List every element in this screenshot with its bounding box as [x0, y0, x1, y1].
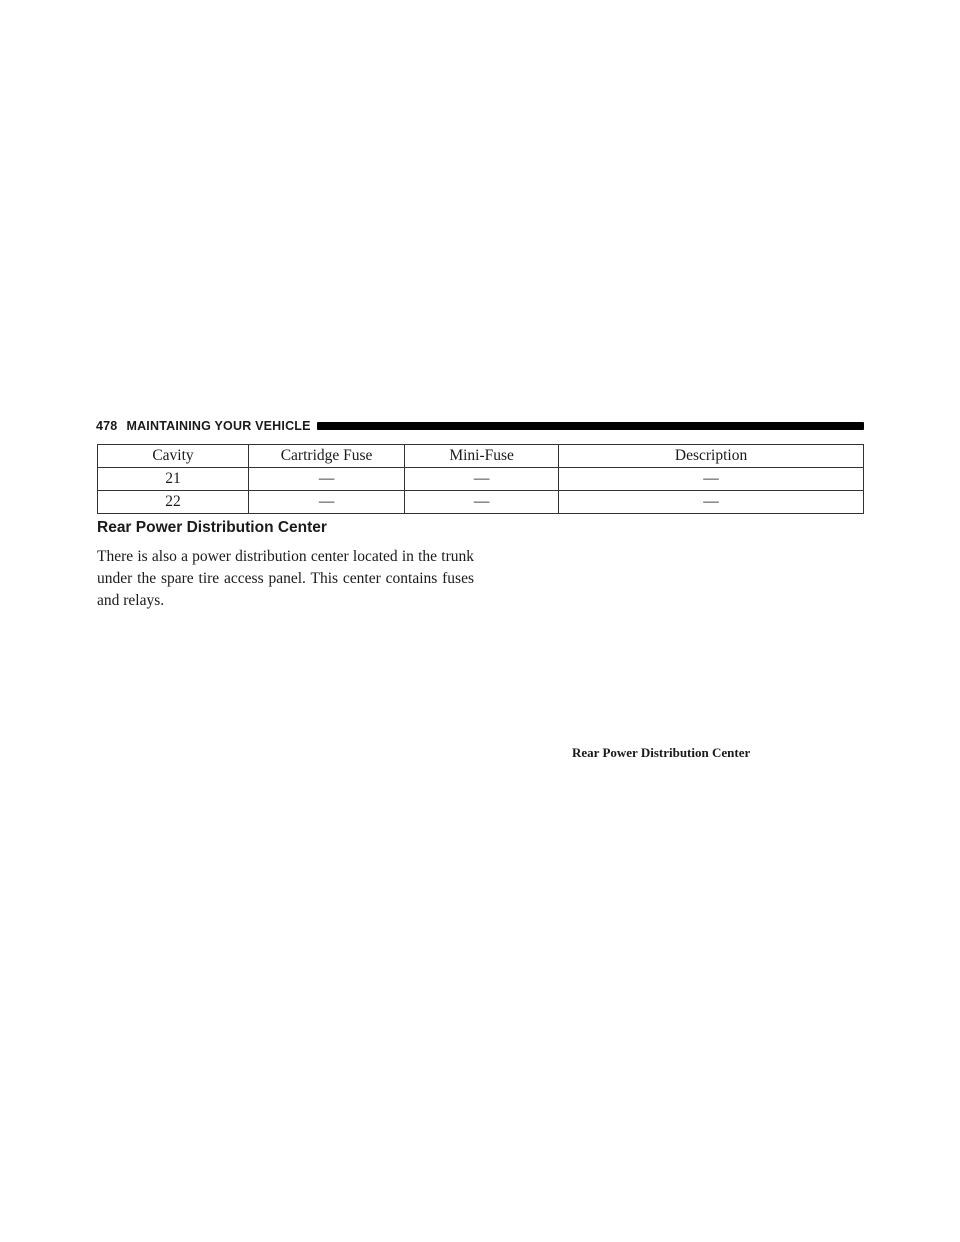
section-body-text: There is also a power distribution center located in the trunk under the spare tire access panel. This center contains fuses and relays. [97, 548, 474, 609]
column-header-mini-fuse: Mini-Fuse [405, 445, 559, 468]
cell-cavity: 22 [98, 491, 249, 514]
fuse-table [97, 444, 864, 514]
header-rule [317, 422, 864, 430]
table-header-row [98, 445, 864, 468]
cell-description: — [559, 468, 864, 491]
cell-mini-fuse: — [405, 491, 559, 514]
cell-description: — [559, 491, 864, 514]
cell-cavity: 21 [98, 468, 249, 491]
cell-cartridge-fuse: — [249, 491, 405, 514]
figure-caption: Rear Power Distribution Center [572, 745, 751, 760]
page-number: 478 [96, 419, 118, 433]
section-title: MAINTAINING YOUR VEHICLE [126, 419, 311, 433]
column-header-cavity: Cavity [98, 445, 249, 468]
column-header-description: Description [559, 445, 864, 468]
table-row [98, 468, 864, 491]
table-row [98, 491, 864, 514]
column-header-cartridge-fuse: Cartridge Fuse [249, 445, 405, 468]
section-heading: Rear Power Distribution Center [97, 519, 327, 536]
cell-cartridge-fuse: — [249, 468, 405, 491]
cell-mini-fuse: — [405, 468, 559, 491]
page-header [96, 418, 864, 434]
